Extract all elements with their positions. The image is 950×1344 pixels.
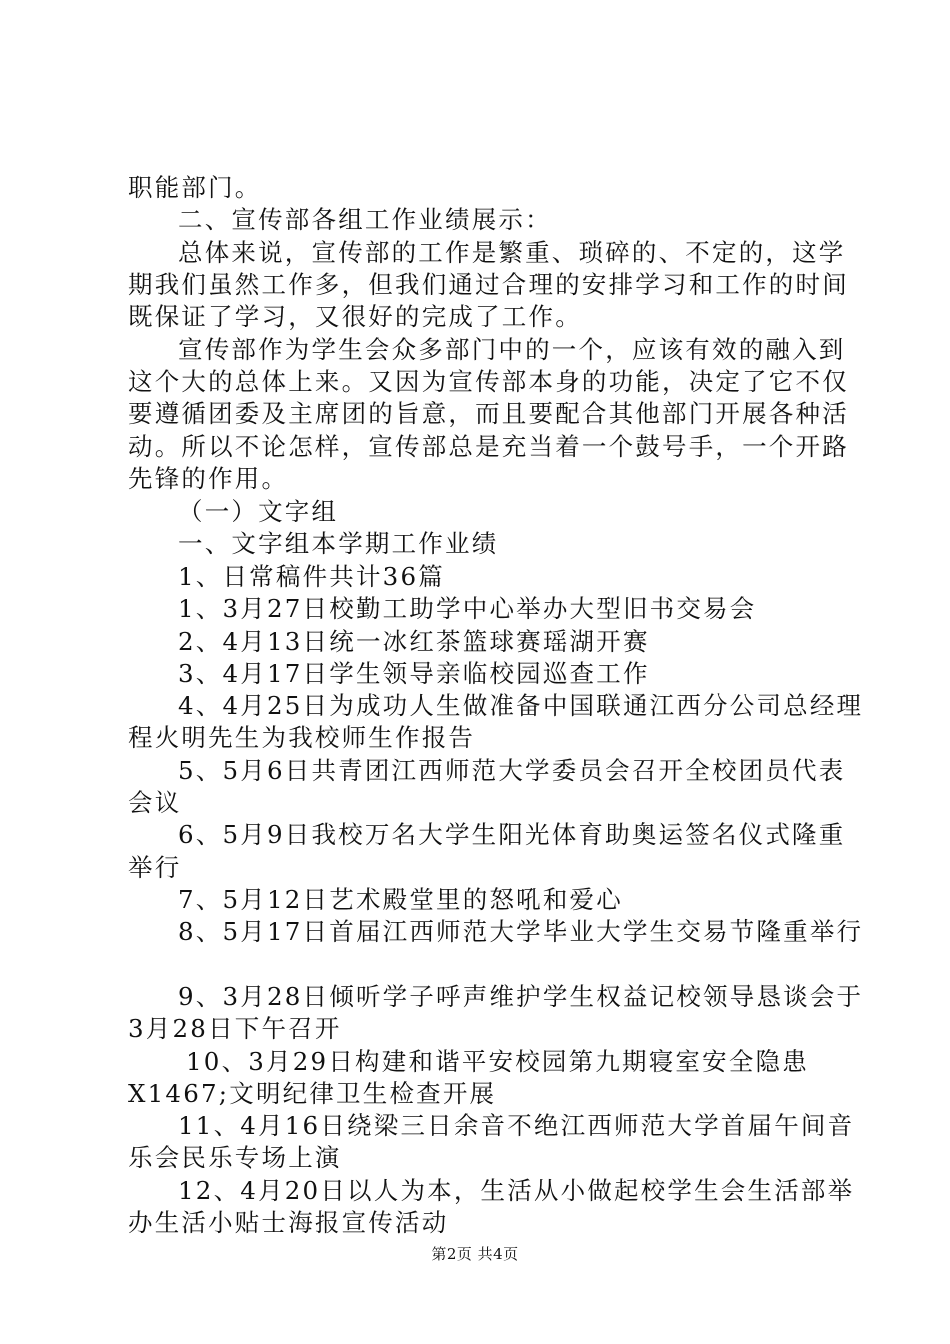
list-item: 9、3月28日倾听学子呼声维护学生权益记校领导恳谈会于 <box>178 982 864 1011</box>
list-item: 11、4月16日绕梁三日余音不绝江西师范大学首届午间音 <box>178 1111 855 1140</box>
list-item-continuation: 会议 <box>128 788 182 817</box>
section-heading: 二、宣传部各组工作业绩展示： <box>178 205 552 234</box>
subsection-heading: 一、文字组本学期工作业绩 <box>178 529 499 558</box>
paragraph-line: 期我们虽然工作多，但我们通过合理的安排学习和工作的时间 <box>128 270 849 299</box>
list-item: 5、5月6日共青团江西师范大学委员会召开全校团员代表 <box>178 756 846 785</box>
list-item: 8、5月17日首届江西师范大学毕业大学生交易节隆重举行 <box>178 917 864 946</box>
list-item-continuation: 程火明先生为我校师生作报告 <box>128 723 476 752</box>
page-footer: 第2页 共4页 <box>431 1245 519 1263</box>
list-item: 6、5月9日我校万名大学生阳光体育助奥运签名仪式隆重 <box>178 820 846 849</box>
list-item: 4、4月25日为成功人生做准备中国联通江西分公司总经理 <box>178 691 864 720</box>
paragraph-line: 总体来说，宣传部的工作是繁重、琐碎的、不定的，这学 <box>178 238 846 267</box>
list-item-continuation: 举行 <box>128 853 182 882</box>
list-item: 3、4月17日学生领导亲临校园巡查工作 <box>178 659 650 688</box>
list-item: 1、日常稿件共计36篇 <box>178 562 445 591</box>
paragraph-line: 宣传部作为学生会众多部门中的一个，应该有效的融入到 <box>178 335 846 364</box>
list-item: 12、4月20日以人为本，生活从小做起校学生会生活部举 <box>178 1176 855 1205</box>
paragraph-line: 职能部门。 <box>128 173 262 202</box>
list-item-continuation: 3月28日下午召开 <box>128 1014 342 1043</box>
paragraph-line: 这个大的总体上来。又因为宣传部本身的功能，决定了它不仅 <box>128 367 849 396</box>
list-item: 10、3月29日构建和谐平安校园第九期寝室安全隐患 <box>186 1047 809 1076</box>
paragraph-line: 动。所以不论怎样，宣传部总是充当着一个鼓号手，一个开路 <box>128 432 849 461</box>
list-item: 7、5月12日艺术殿堂里的怒吼和爱心 <box>178 885 623 914</box>
paragraph-line: 要遵循团委及主席团的旨意，而且要配合其他部门开展各种活 <box>128 399 849 428</box>
list-item: 2、4月13日统一冰红茶篮球赛瑶湖开赛 <box>178 627 650 656</box>
subsection-heading: （一）文字组 <box>178 497 339 526</box>
list-item: 1、3月27日校勤工助学中心举办大型旧书交易会 <box>178 594 757 623</box>
list-item-continuation: 办生活小贴士海报宣传活动 <box>128 1208 449 1237</box>
list-item-continuation: X1467;文明纪律卫生检查开展 <box>128 1079 497 1108</box>
paragraph-line: 先锋的作用。 <box>128 464 289 493</box>
list-item-continuation: 乐会民乐专场上演 <box>128 1143 342 1172</box>
paragraph-line: 既保证了学习，又很好的完成了工作。 <box>128 302 582 331</box>
